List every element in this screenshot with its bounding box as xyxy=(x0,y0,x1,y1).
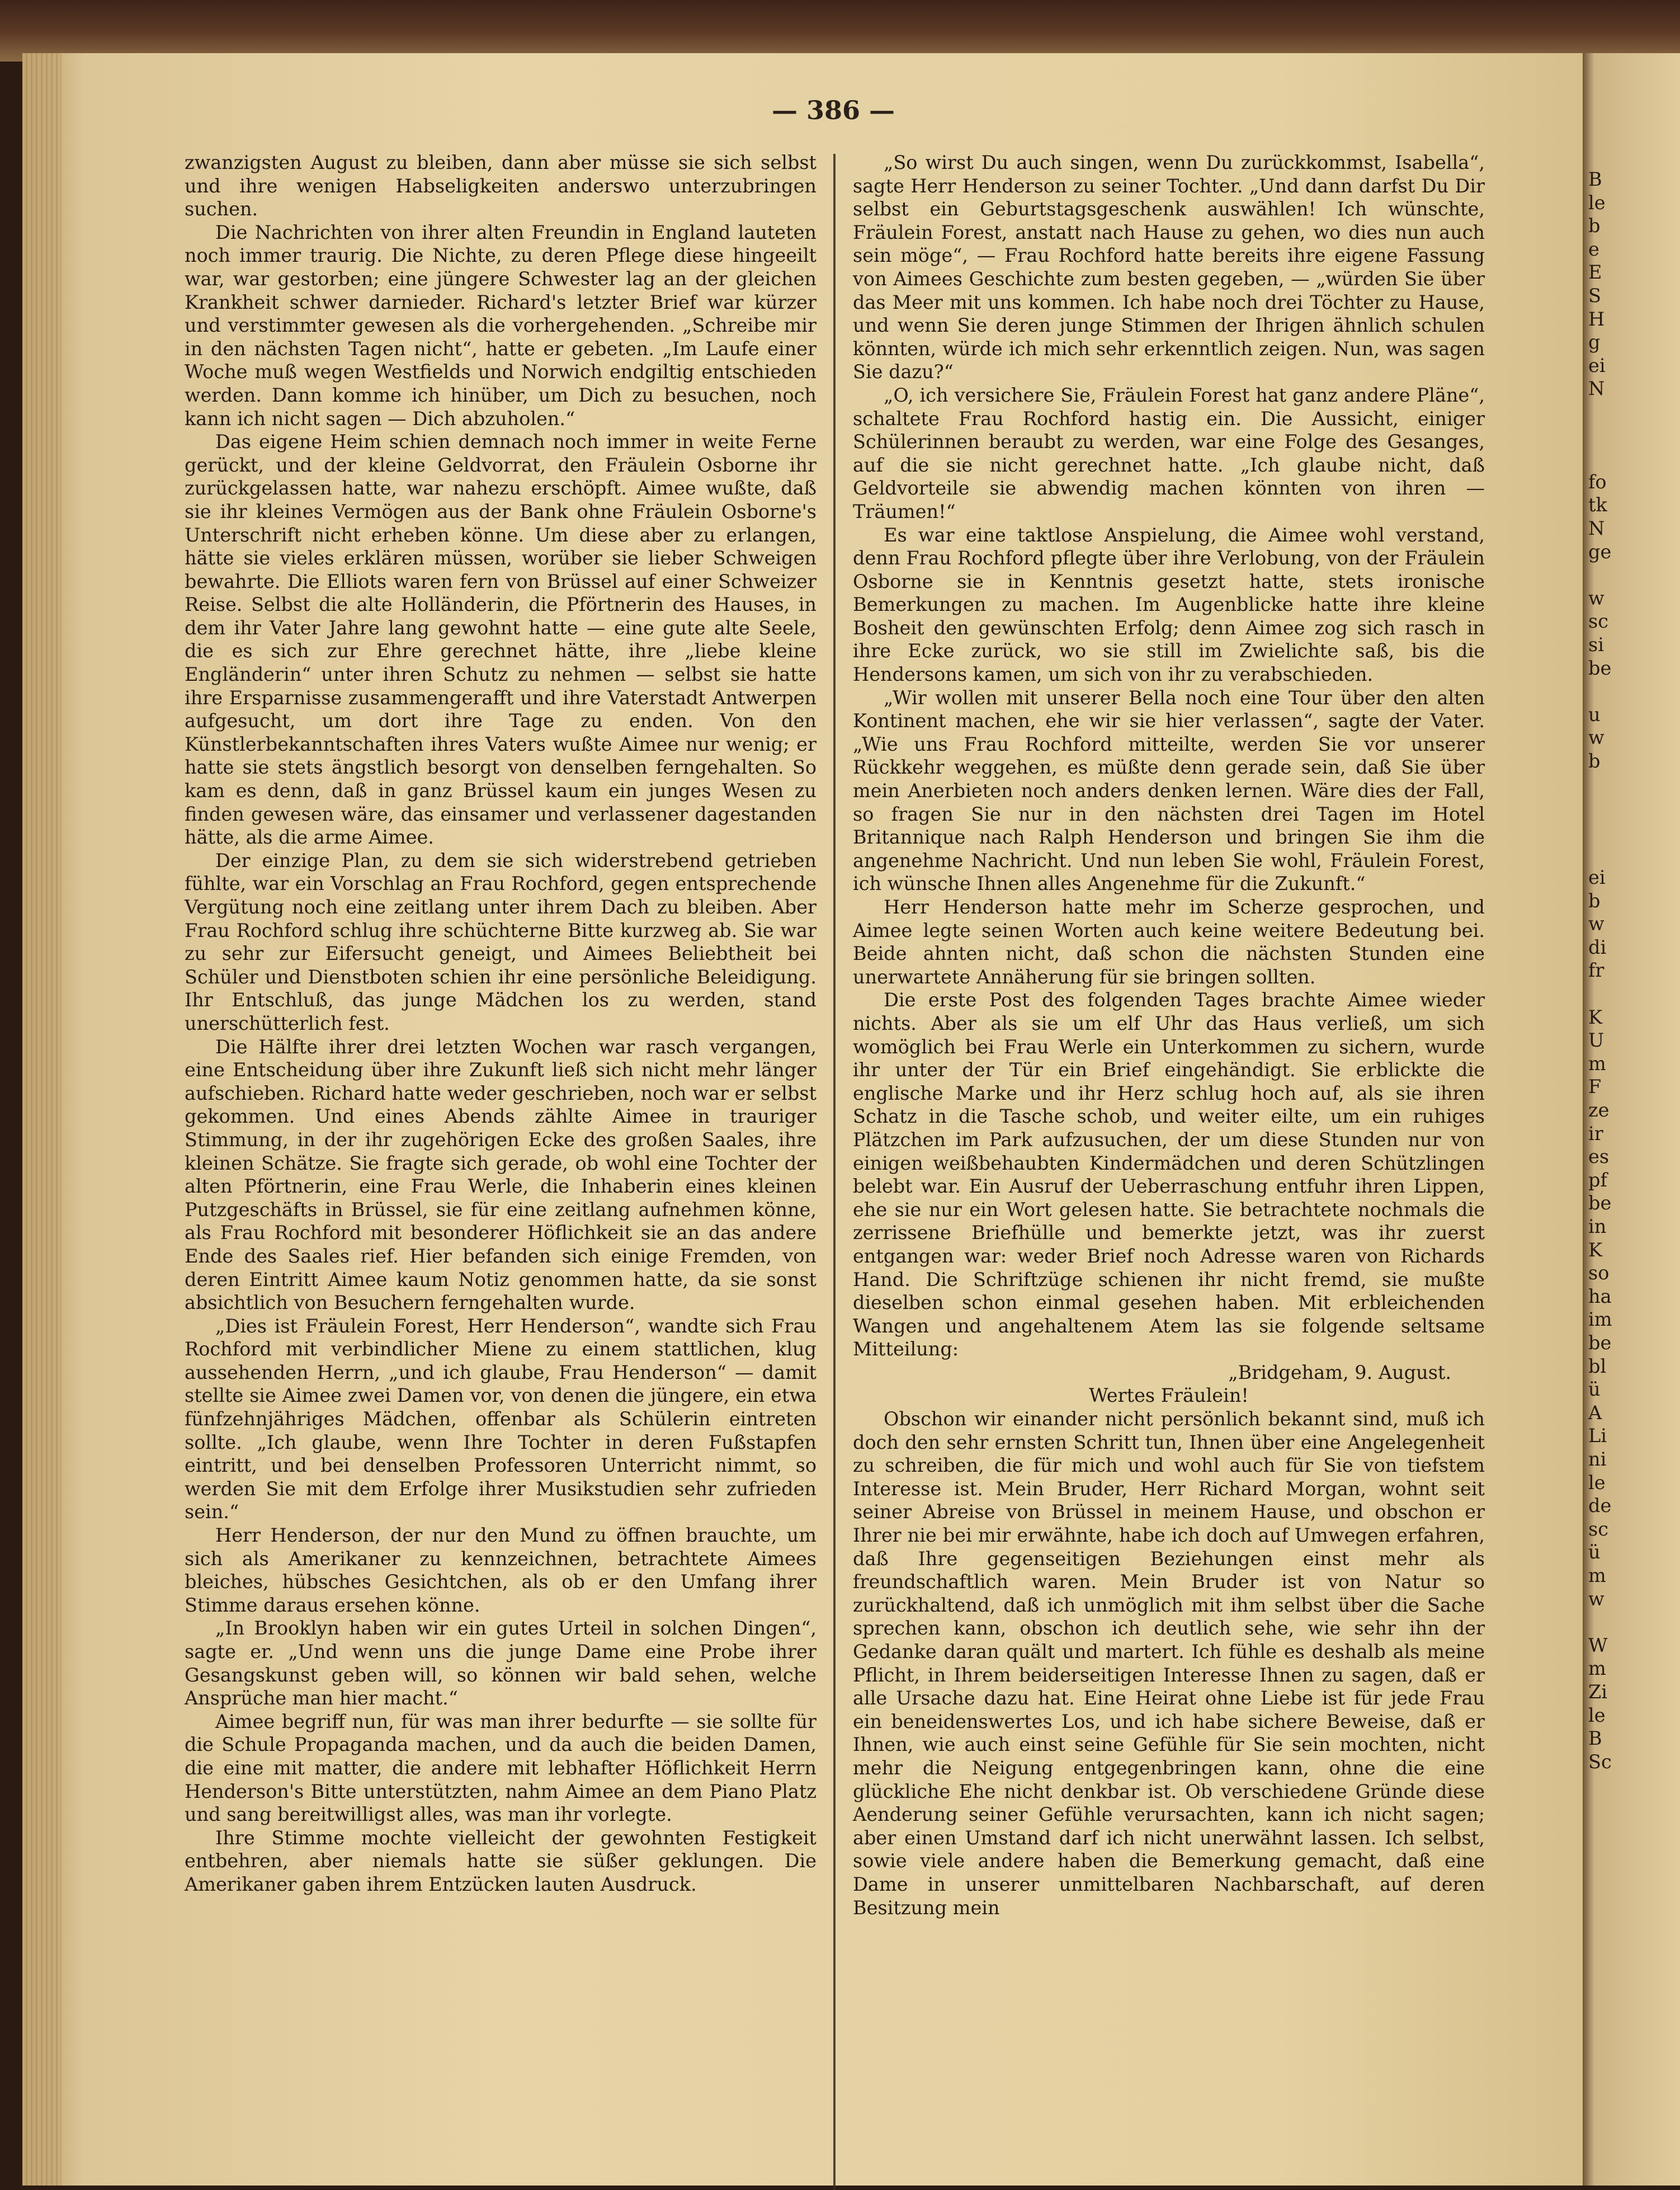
paragraph: „Dies ist Fräulein Forest, Herr Henderson“, wandte sich Frau Rochford mit verbindlicher Miene zu einem stattlichen, klug aussehenden Herrn, „und ich glaube, Frau Henderson“ — damit stellte sie Aimee zwei Damen vor, von denen die jüngere, ein etwa fünfzehnjähriges Mädchen, offenbar als Schülerin eintreten sollte. „Ich glaube, wenn Ihre Tochter in deren Fußstapfen eintritt, und bei denselben Professoren Unterricht nimmt, so werden Sie mit dem Erfolge ihrer Musikstudien sehr zufrieden sein.“ xyxy=(185,1315,817,1523)
next-page-fragment: sc xyxy=(1588,1518,1608,1540)
next-page-fragment: Sc xyxy=(1588,1750,1612,1773)
paragraph: Die erste Post des folgenden Tages brachte Aimee wieder nichts. Aber als sie um elf Uhr das Haus verließ, um sich womöglich bei Frau Werle ein Unterkommen zu sichern, wurde ihr unter der Tür ein Brief eingehändigt. Sie erblickte die englische Marke und ihr Herz schlug hoch auf, als sie ihren Schatz in die Tasche schob, und weiter eilte, um ein ruhiges Plätzchen im Park aufzusuchen, der um diese Stunden nur von einigen weißbehaubten Kindermädchen und deren Schützlingen belebt war. Ein Ausruf der Ueberraschung entfuhr ihren Lippen, ehe sie nur ein Wort gelesen hatte. Sie betrachtete nochmals die zerrissene Briefhülle und bemerkte jetzt, was ihr zuerst entgangen war: weder Brief noch Adresse waren von Richards Hand. Die Schriftzüge schienen ihr nicht fremd, sie mußte dieselben schon einmal gesehen haben. Mit erbleichenden Wangen und angehaltenem Atem las sie folgende seltsame Mitteilung: xyxy=(853,989,1485,1360)
paragraph: „So wirst Du auch singen, wenn Du zurückkommst, Isabella“, sagte Herr Henderson zu seiner Tochter. „Und dann darfst Du Dir selbst ein Geburtstagsgeschenk auswählen! Ich wünschte, Fräulein Forest, anstatt nach Hause zu gehen, wo dies nun auch sein möge“, — Frau Rochford hatte bereits ihre eigene Fassung von Aimees Geschichte zum besten gegeben, — „würden Sie über das Meer mit uns kommen. Ich habe noch drei Töchter zu Hause, und wenn Sie deren junge Stimmen der Ihrigen ähnlich schulen könnten, würde ich mich sehr erkenntlich zeigen. Nun, was sagen Sie dazu?“ xyxy=(853,152,1485,383)
next-page-fragment: w xyxy=(1588,1588,1605,1610)
next-page-fragment: ei xyxy=(1588,866,1606,888)
text-column-left xyxy=(185,151,817,1896)
paragraph: Ihre Stimme mochte vielleicht der gewohnten Festigkeit entbehren, aber niemals hatte sie süßer geklungen. Die Amerikaner gaben ihrem Entzücken lauten Ausdruck. xyxy=(185,1826,817,1895)
next-page-fragment: b xyxy=(1588,750,1601,772)
next-page-fragment: be xyxy=(1588,1192,1612,1214)
next-page-fragment: b xyxy=(1588,889,1601,912)
paragraph: Aimee begriff nun, für was man ihrer bedurfte — sie sollte für die Schule Propaganda machen, und da auch die beiden Damen, die eine mit matter, die andere mit lebhafter Höflichkeit Herrn Henderson's Bitte unterstützten, nahm Aimee an dem Piano Platz und sang bereitwilligst alles, was man ihr vorlegte. xyxy=(185,1710,817,1826)
next-page-fragment: e xyxy=(1588,238,1599,260)
next-page-fragment: si xyxy=(1588,634,1604,656)
next-page-fragment: ze xyxy=(1588,1099,1610,1121)
text-column-right xyxy=(853,151,1485,1919)
paragraph: „In Brooklyn haben wir ein gutes Urteil in solchen Dingen“, sagte er. „Und wenn uns die junge Dame eine Probe ihrer Gesangskunst geben will, so können wir bald sehen, welche Ansprüche man hier macht.“ xyxy=(185,1617,817,1709)
next-page-fragment: N xyxy=(1588,378,1605,400)
next-page-fragment: le xyxy=(1588,191,1606,214)
next-page-fragment: Zi xyxy=(1588,1681,1607,1703)
next-page-fragment: K xyxy=(1588,1006,1603,1028)
next-page-fragment: W xyxy=(1588,1634,1608,1656)
next-page-fragment: so xyxy=(1588,1262,1610,1284)
next-page-fragment: b xyxy=(1588,215,1601,237)
next-page-fragment: ü xyxy=(1588,1378,1601,1401)
paragraph: Der einzige Plan, zu dem sie sich widerstrebend getrieben fühlte, war ein Vorschlag an Frau Rochford, gegen entsprechende Vergütung noch eine zeitlang unter ihrem Dach zu bleiben. Aber Frau Rochford schlug ihre schüchterne Bitte kurzweg ab. Sie war zu sehr zur Eifersucht geneigt, und Aimees Beliebtheit bei Schüler und Dienstboten schien ihr eine persönliche Beleidigung. Ihr Entschluß, das junge Mädchen los zu werden, stand unerschütterlich fest. xyxy=(185,849,817,1034)
next-page-fragment: m xyxy=(1588,1565,1606,1586)
paragraph: Das eigene Heim schien demnach noch immer in weite Ferne gerückt, und der kleine Geldvorrat, den Fräulein Osborne ihr zurückgelassen hatte, war nahezu erschöpft. Aimee wußte, daß sie ihr kleines Vermögen aus der Bank ohne Fräulein Osborne's Unterschrift nicht erheben könne. Um diese aber zu erlangen, hätte sie vieles erklären müssen, worüber sie lieber Schweigen bewahrte. Die Elliots waren fern von Brüssel auf einer Schweizer Reise. Selbst die alte Holländerin, die Pförtnerin des Hauses, in dem ihr Vater Jahre lang gewohnt hatte — eine gute alte Seele, die es sich zur Ehre gerechnet hätte, ihre „liebe kleine Engländerin“ unter ihren Schutz zu nehmen — selbst sie hatte ihre Ersparnisse zusammengerafft und ihre Vaterstadt Antwerpen aufgesucht, um dort ihre Tage zu enden. Von den Künstlerbekanntschaften ihres Vaters wußte Aimee nur wenig; er hatte sie stets ängstlich besorgt von denselben ferngehalten. So kam es denn, daß in ganz Brüssel kaum ein junges Wesen zu finden gewesen wäre, das einsamer und verlassener dagestanden hätte, als die arme Aimee. xyxy=(185,431,817,849)
paragraph: Herr Henderson hatte mehr im Scherze gesprochen, und Aimee legte seinen Worten auch keine weitere Bedeutung bei. Beide ahnten nicht, daß schon die nächsten Stunden eine unerwartete Annäherung für sie bringen sollten. xyxy=(853,896,1485,988)
next-page-fragment: tk xyxy=(1588,494,1607,516)
column-divider xyxy=(833,154,836,2190)
next-page-fragment: ni xyxy=(1588,1448,1607,1470)
next-page-fragment: F xyxy=(1588,1076,1602,1098)
next-page-fragment: es xyxy=(1588,1146,1610,1168)
next-page-fragment: be xyxy=(1588,657,1612,679)
next-page-fragment: Li xyxy=(1588,1425,1607,1447)
next-page-fragment: H xyxy=(1588,308,1605,330)
next-page-fragment: be xyxy=(1588,1332,1612,1354)
next-page-fragment: w xyxy=(1588,727,1605,749)
paragraph: Obschon wir einander nicht persönlich bekannt sind, muß ich doch den sehr ernsten Schritt tun, Ihnen über eine Angelegenheit zu schreiben, die für mich und wohl auch für Sie von tiefstem Interesse ist. Mein Bruder, Herr Richard Morgan, wohnt seit seiner Abreise von Brüssel in meinem Hause, und obschon er Ihrer nie bei mir erwähnte, habe ich doch auf Umwegen erfahren, daß Ihre gegenseitigen Beziehungen einst mehr als freundschaftlich waren. Mein Bruder ist von Natur so zurückhaltend, daß ich unmöglich mit ihm selbst über die Sache sprechen kann, obschon ich deutlich sehe, wie sehr ihn der Gedanke daran quält und martert. Ich fühle es deshalb als meine Pflicht, in Ihrem beiderseitigen Interesse Ihnen zu sagen, daß er alle Ursache dazu hat. Eine Heirat ohne Liebe ist für jede Frau ein beneidenswertes Los, und ich habe sichere Beweise, daß er Ihnen, wie auch einst seine Gefühle für Sie sein mochten, nicht mehr die Neigung entgegenbringen kann, ohne die eine glückliche Ehe nicht denkbar ist. Ob verschiedene Gründe diese Aenderung seiner Gefühle verursachten, kann ich nicht sagen; aber einen Umstand darf ich nicht unerwähnt lassen. Ich selbst, sowie viele andere haben die Bemerkung gemacht, daß eine Dame in unserer unmittelbaren Nachbarschaft, auf deren Besitzung mein xyxy=(853,1408,1485,1919)
next-page-fragment: S xyxy=(1588,285,1601,307)
next-page-fragment: bl xyxy=(1588,1355,1607,1377)
next-page-fragment: N xyxy=(1588,517,1605,539)
page-edges xyxy=(22,53,62,2186)
next-page-fragment: di xyxy=(1588,936,1607,958)
next-page-fragment: m xyxy=(1588,1657,1606,1680)
next-page-fragment: u xyxy=(1588,703,1601,726)
paragraph: Herr Henderson, der nur den Mund zu öffnen brauchte, um sich als Amerikaner zu kennzeichnen, betrachtete Aimees bleiches, hübsches Gesichtchen, als ob er den Umfang ihrer Stimme daraus ersehen könne. xyxy=(185,1524,817,1616)
next-page-fragment: B xyxy=(1588,168,1602,190)
letter-salutation: Wertes Fräulein! xyxy=(1089,1384,1249,1407)
page-number: — 386 — xyxy=(771,95,895,125)
next-page-fragment: pf xyxy=(1588,1169,1607,1191)
next-page-fragment: sc xyxy=(1588,610,1608,633)
next-page-fragment: im xyxy=(1588,1308,1612,1331)
next-page-fragment: le xyxy=(1588,1704,1606,1726)
next-page-fragment: ge xyxy=(1588,540,1612,563)
paragraph: Die Hälfte ihrer drei letzten Wochen war rasch vergangen, eine Entscheidung über ihre Zukunft ließ sich nicht mehr länger aufschieben. Richard hatte weder geschrieben, noch war er selbst gekommen. Und eines Abends zählte Aimee in trauriger Stimmung, in der ihr zugehörigen Ecke des großen Saales, ihre kleinen Schätze. Sie fragte sich gerade, ob wohl eine Tochter der alten Pförtnerin, eine Frau Werle, die Inhaberin eines kleinen Putzgeschäfts in Brüssel, sie für eine zeitlang aufnehmen könne, als Frau Rochford mit besonderer Höflichkeit sie an das andere Ende des Saales rief. Hier befanden sich einige Fremden, von deren Eintritt Aimee kaum Notiz genommen hatte, da sie sonst absichtlich von Besuchern ferngehalten wurde. xyxy=(185,1035,817,1314)
letter-place-date: „Bridgeham, 9. August. xyxy=(1228,1361,1451,1383)
next-page-fragment: w xyxy=(1588,913,1605,935)
paragraph: Die Nachrichten von ihrer alten Freundin in England lauteten noch immer traurig. Die Nichte, zu deren Pflege diese hingeeilt war, war gestorben; eine jüngere Schwester lag an der gleichen Krankheit schwer darnieder. Richard's letzter Brief war kürzer und verstimmter gewesen als die vorhergehenden. „Schreibe mir in den nächsten Tagen nicht“, hatte er gebeten. „Im Laufe einer Woche muß wegen Westfields und Norwich endgiltig entschieden werden. Dann komme ich hinüber, um Dich zu besuchen, noch kann ich nicht sagen — Dich abzuholen.“ xyxy=(185,221,817,430)
next-page-fragment: ir xyxy=(1588,1122,1603,1145)
next-page-fragment: m xyxy=(1588,1052,1606,1075)
next-page-fragment: ei xyxy=(1588,354,1606,376)
next-page-fragment: w xyxy=(1588,587,1605,609)
paragraph: „O, ich versichere Sie, Fräulein Forest hat ganz andere Pläne“, schaltete Frau Rochford hastig ein. Die Aussicht, einiger Schülerinnen beraubt zu werden, war eine Folge des Gesanges, auf die sie nicht gerechnet hatte. „Ich glaube nicht, daß Geldvorteile sie abwendig machen könnten von ihren — Träumen!“ xyxy=(853,384,1485,522)
next-page-fragment: B xyxy=(1588,1727,1602,1750)
next-page-fragment: fo xyxy=(1588,470,1607,493)
paragraph: zwanzigsten August zu bleiben, dann aber müsse sie sich selbst und ihre wenigen Habseligkeiten anderswo unterzubringen suchen. xyxy=(185,152,817,220)
next-page-fragment: ü xyxy=(1588,1541,1601,1563)
next-page-fragment: U xyxy=(1588,1029,1605,1052)
next-page-fragment: de xyxy=(1588,1495,1612,1517)
book-spine-edge xyxy=(0,0,1680,62)
next-page-fragment: A xyxy=(1588,1401,1602,1424)
paragraph: Es war eine taktlose Anspielung, die Aimee wohl verstand, denn Frau Rochford pflegte über ihre Verlobung, von der Fräulein Osborne sie in Kenntnis gesetzt hatte, stets ironische Bemerkungen zu machen. Im Augenblicke hatte ihre kleine Bosheit den gewünschten Erfolg; denn Aimee zog sich rasch in ihre Ecke zurück, wo sie still im Zwielichte saß, bis die Hendersons kamen, um sich von ihr zu verabschieden. xyxy=(853,524,1485,686)
next-page-fragment: in xyxy=(1588,1216,1607,1237)
next-page-fragment: le xyxy=(1588,1471,1606,1494)
next-page-fragment: E xyxy=(1588,261,1602,284)
paragraph: „Wir wollen mit unserer Bella noch eine Tour über den alten Kontinent machen, ehe wir sie hier verlassen“, sagte der Vater. „Wie uns Frau Rochford mitteilte, werden Sie vor unserer Rückkehr weggehen, es müßte denn gerade sein, daß Sie über mein Anerbieten noch anders denken lernen. Wäre dies der Fall, so fragen Sie nur in den nächsten drei Tagen im Hotel Britannique nach Ralph Henderson und bringen Sie ihm die angenehme Nachricht. Und nun leben Sie wohl, Fräulein Forest, ich wünsche Ihnen alles Angenehme für die Zukunft.“ xyxy=(853,686,1485,895)
next-page-fragment: g xyxy=(1588,331,1601,354)
next-page-fragment: ha xyxy=(1588,1285,1612,1307)
next-page-fragment: K xyxy=(1588,1238,1603,1261)
next-page-fragment: fr xyxy=(1588,959,1605,982)
